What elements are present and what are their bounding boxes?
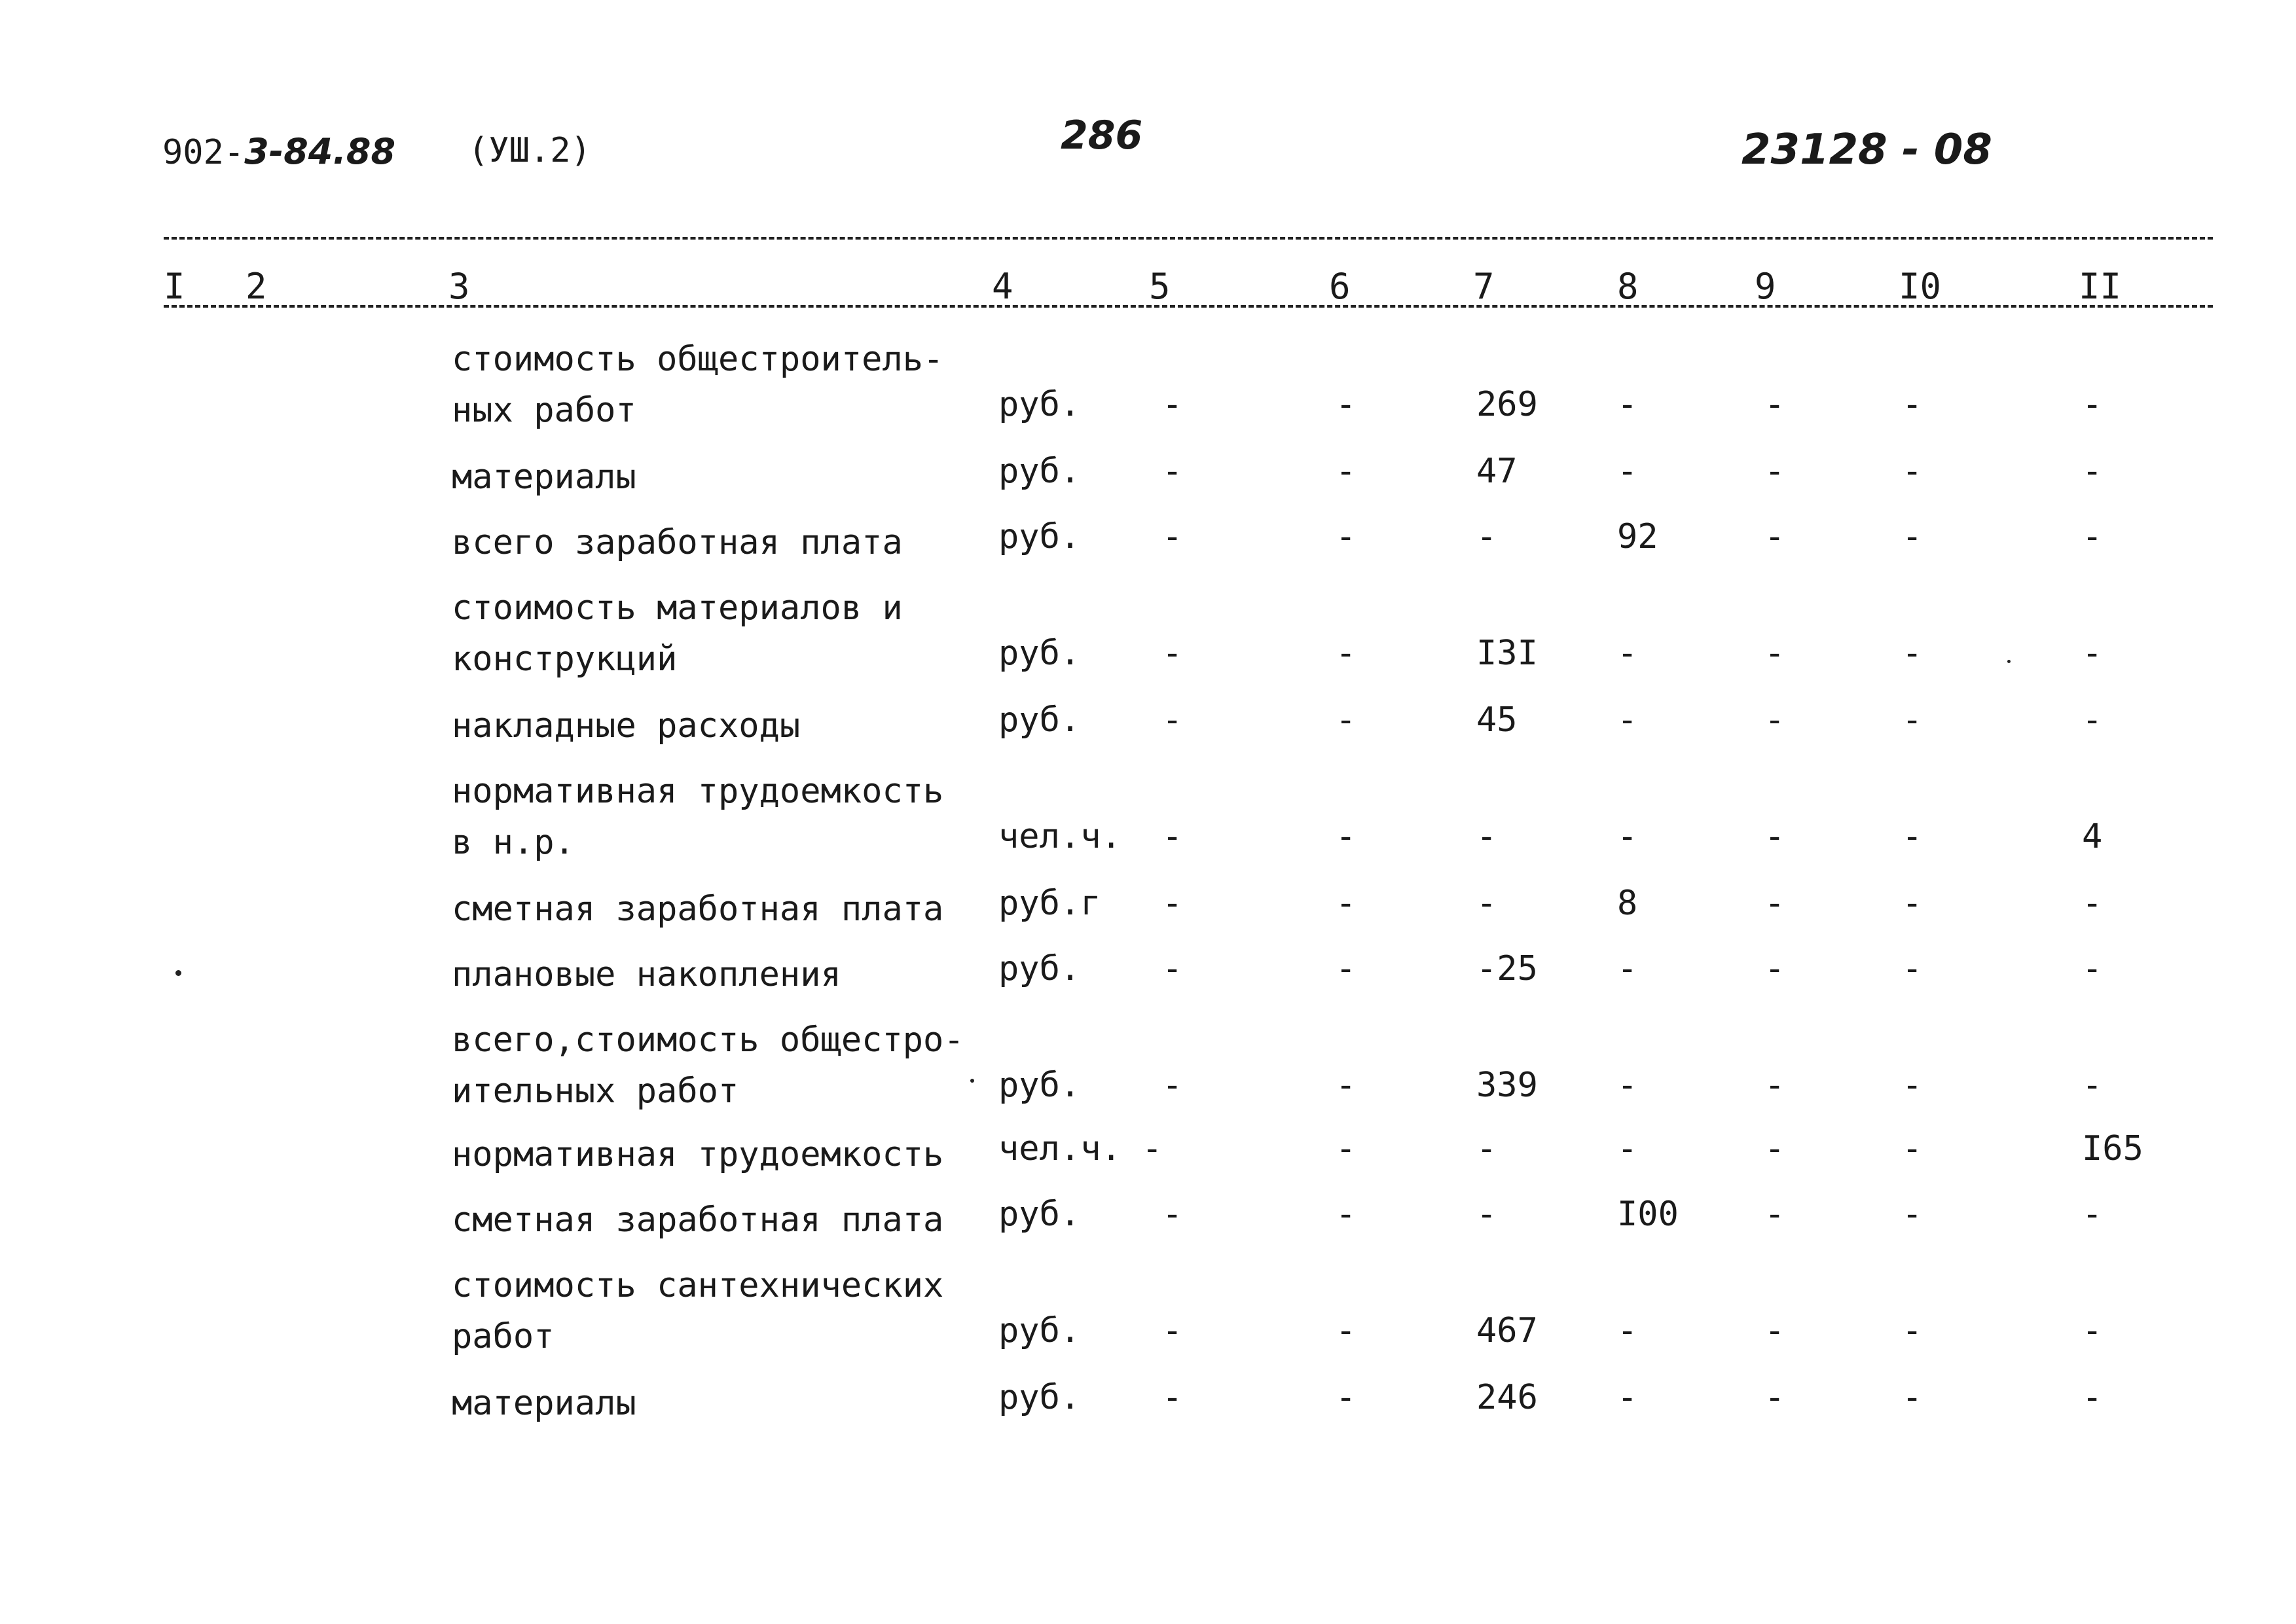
row-description: накладные расходы <box>452 706 801 746</box>
row-value-col-5: - <box>1162 452 1183 491</box>
column-number: 3 <box>448 266 470 307</box>
row-value-col-10: - <box>1902 1378 1923 1417</box>
row-value-col-11: - <box>2082 1311 2103 1350</box>
row-description: в н.р. <box>452 823 575 862</box>
row-value-col-6: - <box>1336 634 1357 673</box>
stray-dot <box>2007 660 2011 663</box>
column-number: 5 <box>1149 266 1171 307</box>
column-number: 7 <box>1473 266 1495 307</box>
row-value-col-7: 246 <box>1476 1378 1538 1417</box>
row-unit: руб. <box>998 700 1081 740</box>
row-description: ных работ <box>452 391 636 430</box>
row-description: работ <box>452 1317 555 1356</box>
row-unit: руб. <box>998 1378 1081 1417</box>
row-value-col-11: - <box>2082 634 2103 673</box>
row-value-col-7: 467 <box>1476 1311 1538 1350</box>
row-value-col-8: - <box>1617 1129 1638 1168</box>
row-description: ительных работ <box>452 1072 739 1111</box>
row-value-col-7: - <box>1476 517 1497 556</box>
row-value-col-8: - <box>1617 385 1638 424</box>
row-value-col-7: - <box>1476 817 1497 856</box>
row-value-col-11: I65 <box>2082 1129 2143 1168</box>
row-unit: руб. <box>998 452 1081 491</box>
row-value-col-6: - <box>1336 700 1357 740</box>
stray-dot <box>175 970 181 976</box>
row-value-col-8: 8 <box>1617 884 1638 923</box>
row-value-col-9: - <box>1764 1129 1785 1168</box>
row-value-col-6: - <box>1336 1195 1357 1234</box>
row-description: плановые накопления <box>452 955 841 994</box>
row-value-col-9: - <box>1764 949 1785 988</box>
row-value-col-8: - <box>1617 817 1638 856</box>
row-value-col-5: - <box>1162 1195 1183 1234</box>
table-top-rule <box>164 237 2213 240</box>
row-value-col-11: - <box>2082 1066 2103 1105</box>
row-value-col-11: - <box>2082 385 2103 424</box>
row-value-col-10: - <box>1902 1195 1923 1234</box>
row-value-col-10: - <box>1902 1066 1923 1105</box>
row-value-col-5: - <box>1162 634 1183 673</box>
row-value-col-6: - <box>1336 1378 1357 1417</box>
row-value-col-6: - <box>1336 452 1357 491</box>
row-value-col-6: - <box>1336 1129 1357 1168</box>
row-value-col-5: - <box>1162 1311 1183 1350</box>
row-value-col-10: - <box>1902 817 1923 856</box>
column-number: 2 <box>246 266 267 307</box>
row-value-col-6: - <box>1336 817 1357 856</box>
row-value-col-8: - <box>1617 700 1638 740</box>
row-value-col-8: - <box>1617 1066 1638 1105</box>
row-description: стоимость общестроитель- <box>452 340 944 379</box>
row-value-col-6: - <box>1336 1311 1357 1350</box>
row-value-col-11: - <box>2082 1195 2103 1234</box>
row-value-col-7: -25 <box>1476 949 1538 988</box>
row-value-col-7: 339 <box>1476 1066 1538 1105</box>
row-value-col-10: - <box>1902 517 1923 556</box>
row-value-col-10: - <box>1902 884 1923 923</box>
row-value-col-7: 47 <box>1476 452 1518 491</box>
row-value-col-11: - <box>2082 1378 2103 1417</box>
row-value-col-10: - <box>1902 385 1923 424</box>
row-value-col-7: I3I <box>1476 634 1538 673</box>
row-unit: руб. <box>998 517 1081 556</box>
row-description: сметная заработная плата <box>452 1200 944 1240</box>
row-value-col-9: - <box>1764 634 1785 673</box>
row-value-col-11: - <box>2082 700 2103 740</box>
row-description: стоимость сантехнических <box>452 1266 944 1305</box>
column-number: I <box>164 266 185 307</box>
row-unit: руб. <box>998 1066 1081 1105</box>
row-value-col-10: - <box>1902 1129 1923 1168</box>
row-value-col-8: - <box>1617 949 1638 988</box>
row-value-col-9: - <box>1764 1066 1785 1105</box>
row-unit: чел.ч. - <box>998 1129 1163 1168</box>
page-number: 286 <box>1061 113 1143 158</box>
row-value-col-5: - <box>1162 1066 1183 1105</box>
row-description: нормативная трудоемкость <box>452 1135 944 1174</box>
row-description: материалы <box>452 458 636 497</box>
row-description: конструкций <box>452 640 678 679</box>
row-value-col-9: - <box>1764 884 1785 923</box>
column-number: 6 <box>1329 266 1351 307</box>
row-value-col-9: - <box>1764 452 1785 491</box>
row-value-col-5: - <box>1162 817 1183 856</box>
row-value-col-9: - <box>1764 517 1785 556</box>
document-code-handwritten: 3-84.88 <box>244 131 396 172</box>
row-value-col-7: 45 <box>1476 700 1518 740</box>
row-value-col-5: - <box>1162 385 1183 424</box>
row-description: материалы <box>452 1384 636 1423</box>
row-value-col-9: - <box>1764 1195 1785 1234</box>
column-number: I0 <box>1899 266 1942 307</box>
column-number: 9 <box>1755 266 1776 307</box>
row-value-col-11: - <box>2082 884 2103 923</box>
archive-number: 23128 - 08 <box>1741 126 1992 174</box>
row-value-col-7: 269 <box>1476 385 1538 424</box>
column-number: 4 <box>992 266 1013 307</box>
row-value-col-9: - <box>1764 700 1785 740</box>
row-unit: руб.г <box>998 884 1101 923</box>
row-unit: руб. <box>998 949 1081 988</box>
column-number: II <box>2079 266 2122 307</box>
document-section: (УШ.2) <box>468 131 591 170</box>
row-value-col-11: - <box>2082 452 2103 491</box>
row-value-col-7: - <box>1476 884 1497 923</box>
row-value-col-6: - <box>1336 949 1357 988</box>
row-value-col-5: - <box>1162 700 1183 740</box>
row-description: стоимость материалов и <box>452 588 903 628</box>
row-value-col-8: - <box>1617 634 1638 673</box>
row-unit: руб. <box>998 1311 1081 1350</box>
row-value-col-8: 92 <box>1617 517 1658 556</box>
row-unit: чел.ч. <box>998 817 1121 856</box>
row-value-col-6: - <box>1336 884 1357 923</box>
row-value-col-8: - <box>1617 452 1638 491</box>
row-description: всего заработная плата <box>452 523 903 562</box>
row-value-col-10: - <box>1902 949 1923 988</box>
row-unit: руб. <box>998 1195 1081 1234</box>
row-value-col-10: - <box>1902 452 1923 491</box>
row-description: всего,стоимость общестро- <box>452 1020 964 1060</box>
row-value-col-5: - <box>1162 949 1183 988</box>
row-value-col-6: - <box>1336 1066 1357 1105</box>
row-value-col-7: - <box>1476 1129 1497 1168</box>
row-value-col-10: - <box>1902 1311 1923 1350</box>
column-number: 8 <box>1617 266 1639 307</box>
row-description: нормативная трудоемкость <box>452 772 944 811</box>
row-value-col-9: - <box>1764 385 1785 424</box>
row-value-col-11: 4 <box>2082 817 2103 856</box>
document-code-printed: 902- <box>162 133 245 172</box>
row-value-col-7: - <box>1476 1195 1497 1234</box>
row-value-col-8: - <box>1617 1311 1638 1350</box>
stray-dot <box>970 1079 974 1083</box>
row-value-col-8: - <box>1617 1378 1638 1417</box>
row-value-col-10: - <box>1902 634 1923 673</box>
row-value-col-6: - <box>1336 517 1357 556</box>
row-value-col-6: - <box>1336 385 1357 424</box>
row-value-col-8: I00 <box>1617 1195 1679 1234</box>
row-value-col-11: - <box>2082 949 2103 988</box>
row-value-col-5: - <box>1162 517 1183 556</box>
row-value-col-9: - <box>1764 1311 1785 1350</box>
document-code <box>162 131 395 172</box>
row-value-col-5: - <box>1162 1378 1183 1417</box>
row-unit: руб. <box>998 634 1081 673</box>
row-value-col-11: - <box>2082 517 2103 556</box>
row-value-col-5: - <box>1162 884 1183 923</box>
row-description: сметная заработная плата <box>452 890 944 929</box>
row-value-col-10: - <box>1902 700 1923 740</box>
row-unit: руб. <box>998 385 1081 424</box>
row-value-col-9: - <box>1764 1378 1785 1417</box>
row-value-col-9: - <box>1764 817 1785 856</box>
